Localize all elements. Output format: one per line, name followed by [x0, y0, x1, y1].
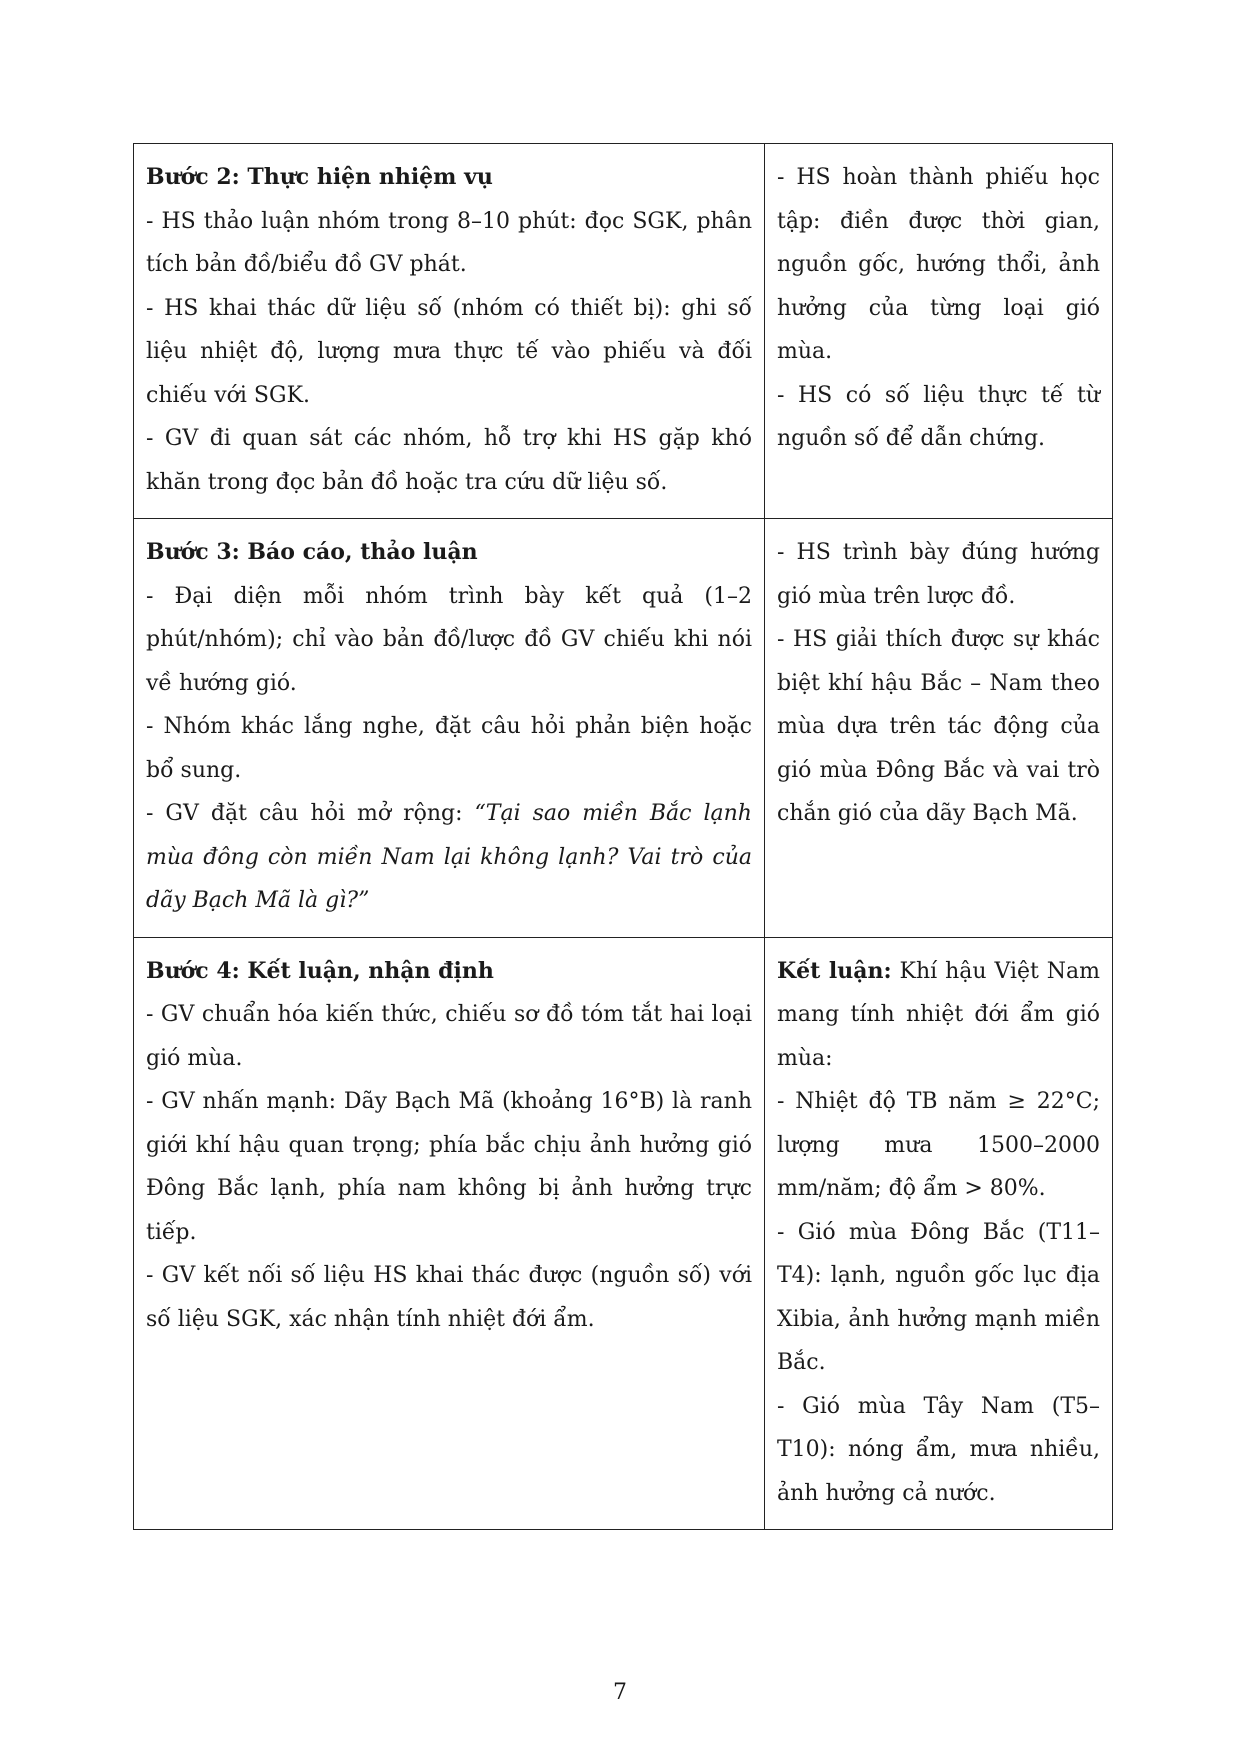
activity-question-line	[146, 792, 752, 923]
question-prefix: - GV đặt câu hỏi mở rộng:	[146, 801, 475, 826]
activity-line: - GV đi quan sát các nhóm, hỗ trợ khi HS gặp khó khăn trong đọc bản đồ hoặc tra cứu dữ liệu số.	[146, 426, 752, 495]
outcome-cell	[765, 144, 1113, 519]
outcome-line: - Gió mùa Tây Nam (T5–T10): nóng ẩm, mưa nhiều, ảnh hưởng cả nước.	[777, 1393, 1100, 1506]
step-title: Bước 3: Báo cáo, thảo luận	[146, 539, 478, 565]
conclusion-line	[777, 950, 1100, 1081]
table-row	[134, 144, 1113, 519]
conclusion-label: Kết luận:	[777, 957, 892, 984]
activity-cell	[134, 937, 765, 1530]
activity-line: - Đại diện mỗi nhóm trình bày kết quả (1–2 phút/nhóm); chỉ vào bản đồ/lược đồ GV chiếu khi nói về hướng gió.	[146, 583, 752, 696]
activity-line: - GV kết nối số liệu HS khai thác được (nguồn số) với số liệu SGK, xác nhận tính nhiệt đới ẩm.	[146, 1263, 752, 1332]
activity-cell	[134, 519, 765, 938]
activity-line: - GV nhấn mạnh: Dãy Bạch Mã (khoảng 16°B) là ranh giới khí hậu quan trọng; phía bắc chịu ảnh hưởng gió Đông Bắc lạnh, phía nam không bị ảnh hưởng trực tiếp.	[146, 1089, 752, 1245]
lesson-steps-table	[133, 143, 1113, 1530]
outcome-line: - Gió mùa Đông Bắc (T11–T4): lạnh, nguồn gốc lục địa Xibia, ảnh hưởng mạnh miền Bắc.	[777, 1219, 1100, 1375]
activity-line: - GV chuẩn hóa kiến thức, chiếu sơ đồ tóm tắt hai loại gió mùa.	[146, 1002, 752, 1071]
outcome-line: - HS có số liệu thực tế từ nguồn số để dẫn chứng.	[777, 382, 1100, 451]
outcome-cell	[765, 519, 1113, 938]
activity-cell	[134, 144, 765, 519]
page-number: 7	[613, 1680, 627, 1705]
outcome-line: - HS trình bày đúng hướng gió mùa trên lược đồ.	[777, 540, 1100, 609]
outcome-cell	[765, 937, 1113, 1530]
conclusion-text: Khí hậu Việt Nam mang tính nhiệt đới ẩm gió mùa:	[777, 958, 1100, 1071]
question-italic: “Tại sao miền Bắc lạnh mùa đông còn miền Nam lại không lạnh? Vai trò của dãy Bạch Mã là gì?”	[146, 801, 752, 913]
activity-line: - HS thảo luận nhóm trong 8–10 phút: đọc SGK, phân tích bản đồ/biểu đồ GV phát.	[146, 208, 752, 277]
outcome-line: - HS hoàn thành phiếu học tập: điền được thời gian, nguồn gốc, hướng thổi, ảnh hưởng của từng loại gió mùa.	[777, 165, 1100, 364]
outcome-line: - Nhiệt độ TB năm ≥ 22°C; lượng mưa 1500–2000 mm/năm; độ ẩm > 80%.	[777, 1089, 1100, 1201]
activity-line: - Nhóm khác lắng nghe, đặt câu hỏi phản biện hoặc bổ sung.	[146, 714, 752, 783]
table-row	[134, 937, 1113, 1530]
activity-line: - HS khai thác dữ liệu số (nhóm có thiết bị): ghi số liệu nhiệt độ, lượng mưa thực tế vào phiếu và đối chiếu với SGK.	[146, 295, 752, 408]
step-title: Bước 4: Kết luận, nhận định	[146, 957, 494, 984]
step-title: Bước 2: Thực hiện nhiệm vụ	[146, 164, 493, 190]
outcome-line: - HS giải thích được sự khác biệt khí hậu Bắc – Nam theo mùa dựa trên tác động của gió mùa Đông Bắc và vai trò chắn gió của dãy Bạch Mã.	[777, 627, 1100, 826]
table-row	[134, 519, 1113, 938]
